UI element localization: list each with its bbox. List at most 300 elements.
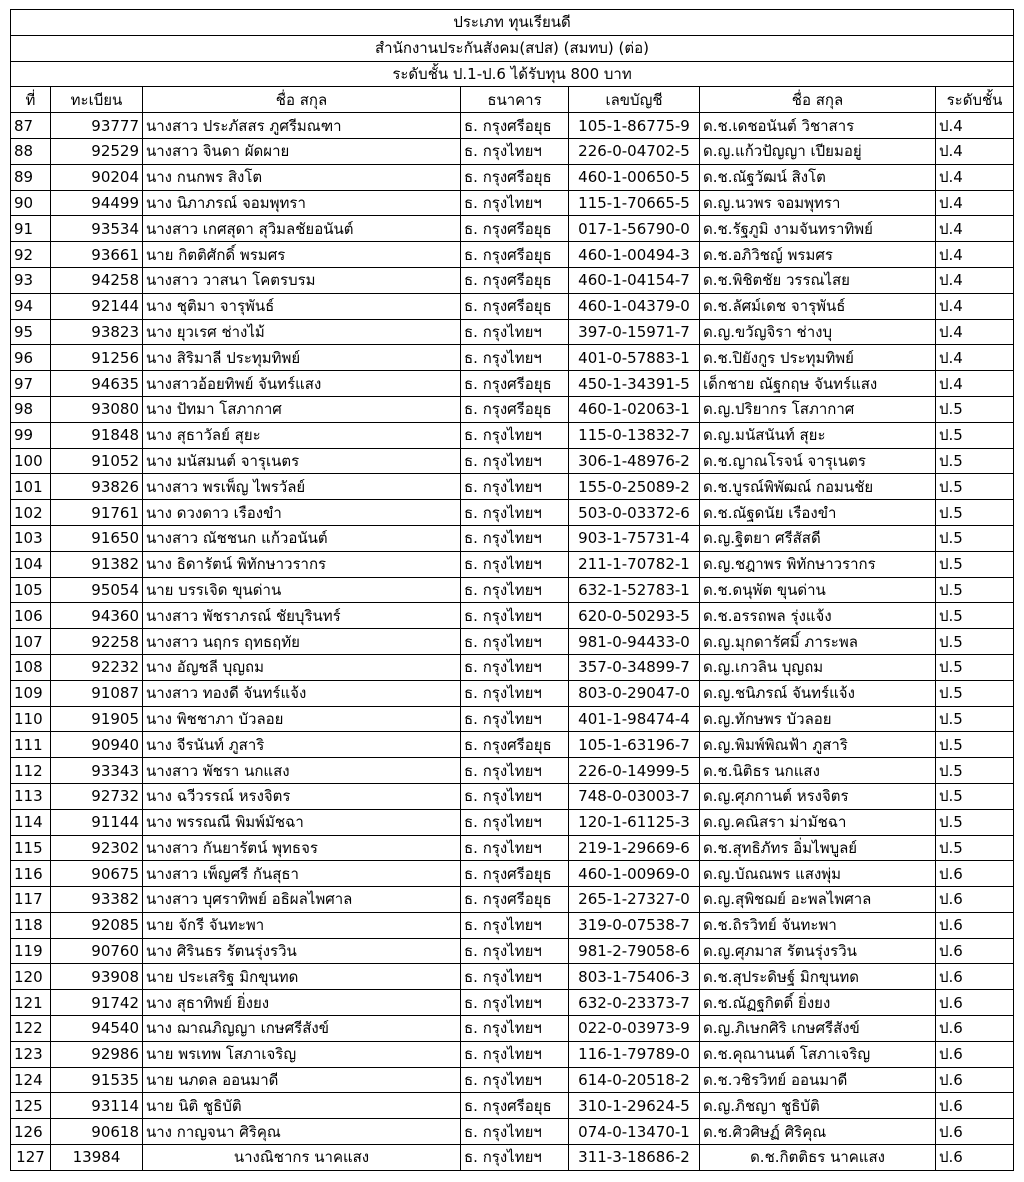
cell-account: 211-1-70782-1 [569,551,700,577]
table-row [11,654,1014,680]
table-row [11,525,1014,551]
cell-no: 120 [11,964,51,990]
cell-bank: ธ. กรุงไทยฯ [461,603,569,629]
cell-child-name: ด.ช.ณัฏฐกิตติ์ ยิ่งยง [700,990,936,1016]
cell-child-name: ด.ช.อภิวิชญ์ พรมศร [700,242,936,268]
cell-grade-level: ป.6 [936,1067,1014,1093]
cell-bank: ธ. กรุงไทยฯ [461,138,569,164]
cell-account: 401-0-57883-1 [569,345,700,371]
cell-account: 105-1-63196-7 [569,732,700,758]
cell-child-name: ด.ช.อรรถพล รุ่งแจ้ง [700,603,936,629]
table-body [11,113,1014,1171]
cell-registration: 94258 [51,267,143,293]
cell-account: 460-1-02063-1 [569,396,700,422]
cell-parent-name: นางสาว ประภัสสร ภูศรีมณฑา [143,113,461,139]
cell-account: 226-0-04702-5 [569,138,700,164]
cell-bank: ธ. กรุงไทยฯ [461,500,569,526]
cell-parent-name: นาย พรเทพ โสภาเจริญ [143,1041,461,1067]
cell-parent-name: นาง กนกพร สิงโต [143,164,461,190]
cell-child-name: ด.ช.ถิรวิทย์ จันทะพา [700,912,936,938]
cell-parent-name: นาย นภดล ออนมาดี [143,1067,461,1093]
cell-registration: 91144 [51,809,143,835]
cell-bank: ธ. กรุงศรีอยุธ [461,861,569,887]
cell-no: 105 [11,577,51,603]
title-row-level [11,61,1014,87]
cell-child-name: ด.ญ.ศุภกานต์ หรงจิตร [700,783,936,809]
cell-parent-name: นางสาว จินดา ผัดผาย [143,138,461,164]
cell-child-name: ด.ช.ศิวศิษฏ์ ศิริคุณ [700,1119,936,1145]
title-row-category [11,10,1014,36]
cell-grade-level: ป.5 [936,758,1014,784]
header-bank: ธนาคาร [461,87,569,113]
cell-parent-name: นาง ศิรินธร รัตนรุ่งรวิน [143,938,461,964]
cell-parent-name: นางสาว พรเพ็ญ ไพรวัลย์ [143,474,461,500]
cell-grade-level: ป.5 [936,654,1014,680]
cell-parent-name: นาง พิชชาภา บัวลอย [143,706,461,732]
cell-parent-name: นาง พรรณณี พิมพ์มัชฉา [143,809,461,835]
cell-account: 155-0-25089-2 [569,474,700,500]
cell-bank: ธ. กรุงไทยฯ [461,654,569,680]
table-row [11,809,1014,835]
cell-registration: 93382 [51,887,143,913]
cell-no: 90 [11,190,51,216]
cell-account: 074-0-13470-1 [569,1119,700,1145]
cell-no: 115 [11,835,51,861]
cell-no: 123 [11,1041,51,1067]
table-row [11,551,1014,577]
cell-bank: ธ. กรุงศรีอยุธ [461,371,569,397]
table-row [11,990,1014,1016]
table-row [11,293,1014,319]
cell-parent-name: นาง นิภาภรณ์ จอมพุทรา [143,190,461,216]
cell-grade-level: ป.4 [936,113,1014,139]
table-row [11,1016,1014,1042]
cell-account: 311-3-18686-2 [569,1145,700,1171]
cell-account: 105-1-86775-9 [569,113,700,139]
table-row [11,732,1014,758]
cell-registration: 93080 [51,396,143,422]
cell-parent-name: นาง ฉวีวรรณ์ หรงจิตร [143,783,461,809]
cell-parent-name: นาง ฌาณภิญญา เกษศรีสังข์ [143,1016,461,1042]
cell-grade-level: ป.6 [936,1145,1014,1171]
cell-parent-name: นาง ธิดารัตน์ พิทักษาวรากร [143,551,461,577]
cell-account: 620-0-50293-5 [569,603,700,629]
cell-registration: 93534 [51,216,143,242]
cell-account: 219-1-29669-6 [569,835,700,861]
table-row [11,113,1014,139]
cell-bank: ธ. กรุงไทยฯ [461,190,569,216]
cell-registration: 91535 [51,1067,143,1093]
table-row [11,938,1014,964]
cell-grade-level: ป.5 [936,706,1014,732]
cell-parent-name: นาย บรรเจิด ขุนด่าน [143,577,461,603]
cell-registration: 90675 [51,861,143,887]
cell-grade-level: ป.6 [936,1093,1014,1119]
cell-grade-level: ป.5 [936,680,1014,706]
cell-registration: 95054 [51,577,143,603]
cell-registration: 91256 [51,345,143,371]
cell-registration: 93823 [51,319,143,345]
cell-bank: ธ. กรุงไทยฯ [461,1041,569,1067]
cell-no: 88 [11,138,51,164]
cell-child-name: ด.ญ.ชนิภรณ์ จันทร์แจ้ง [700,680,936,706]
cell-grade-level: ป.4 [936,293,1014,319]
cell-account: 115-1-70665-5 [569,190,700,216]
cell-parent-name: นาง ยุวเรศ ช่างไม้ [143,319,461,345]
cell-account: 460-1-00969-0 [569,861,700,887]
cell-grade-level: ป.6 [936,1119,1014,1145]
header-no: ที่ [11,87,51,113]
cell-bank: ธ. กรุงไทยฯ [461,706,569,732]
cell-child-name: ด.ญ.ขวัญจิรา ช่างบุ [700,319,936,345]
cell-child-name: ด.ช.ณัฐวัฒน์ สิงโต [700,164,936,190]
cell-bank: ธ. กรุงไทยฯ [461,1119,569,1145]
table-row [11,629,1014,655]
cell-child-name: ด.ช.บูรณ์พิพัฒณ์ กอมนชัย [700,474,936,500]
cell-no: 101 [11,474,51,500]
cell-grade-level: ป.5 [936,525,1014,551]
cell-child-name: ด.ช.สุทธิภัทร อิ่มไพบูลย์ [700,835,936,861]
header-parent-name: ชื่อ สกุล [143,87,461,113]
cell-bank: ธ. กรุงไทยฯ [461,758,569,784]
table-row [11,1093,1014,1119]
cell-bank: ธ. กรุงไทยฯ [461,990,569,1016]
cell-registration: 92258 [51,629,143,655]
cell-grade-level: ป.5 [936,500,1014,526]
cell-child-name: ด.ญ.ทักษพร บัวลอย [700,706,936,732]
cell-no: 110 [11,706,51,732]
cell-bank: ธ. กรุงไทยฯ [461,938,569,964]
cell-no: 96 [11,345,51,371]
cell-parent-name: นาง สิริมาลี ประทุมทิพย์ [143,345,461,371]
cell-parent-name: นาง ชุติมา จารุพันธ์ [143,293,461,319]
cell-bank: ธ. กรุงไทยฯ [461,551,569,577]
cell-no: 111 [11,732,51,758]
cell-bank: ธ. กรุงศรีอยุธ [461,242,569,268]
table-row [11,1145,1014,1171]
table-row [11,164,1014,190]
cell-account: 017-1-56790-0 [569,216,700,242]
cell-registration: 91650 [51,525,143,551]
cell-no: 121 [11,990,51,1016]
cell-registration: 93343 [51,758,143,784]
cell-registration: 92085 [51,912,143,938]
table-row [11,603,1014,629]
cell-registration: 93826 [51,474,143,500]
cell-grade-level: ป.5 [936,783,1014,809]
cell-account: 115-0-13832-7 [569,422,700,448]
cell-no: 112 [11,758,51,784]
cell-parent-name: นางสาว วาสนา โคตรบรม [143,267,461,293]
cell-registration: 94540 [51,1016,143,1042]
cell-account: 614-0-20518-2 [569,1067,700,1093]
cell-child-name: ด.ญ.ภิเษกศิริ เกษศรีสังข์ [700,1016,936,1042]
cell-account: 120-1-61125-3 [569,809,700,835]
table-row [11,422,1014,448]
cell-account: 306-1-48976-2 [569,448,700,474]
level-title: ระดับชั้น ป.1-ป.6 ได้รับทุน 800 บาท [11,61,1014,87]
cell-child-name: ด.ช.สุประดิษฐ์ มิกขุนทด [700,964,936,990]
cell-bank: ธ. กรุงศรีอยุธ [461,113,569,139]
cell-bank: ธ. กรุงไทยฯ [461,912,569,938]
table-row [11,835,1014,861]
cell-registration: 92302 [51,835,143,861]
scholarship-table [10,9,1014,1171]
table-row [11,242,1014,268]
cell-grade-level: ป.6 [936,1016,1014,1042]
cell-child-name: เด็กชาย ณัฐกฤษ จันทร์แสง [700,371,936,397]
cell-bank: ธ. กรุงไทยฯ [461,783,569,809]
header-account: เลขบัญชี [569,87,700,113]
table-row [11,345,1014,371]
cell-parent-name: นางสาว เพ็ญศรี กันสุธา [143,861,461,887]
cell-parent-name: นาง ดวงดาว เรืองขำ [143,500,461,526]
cell-grade-level: ป.5 [936,396,1014,422]
agency-title: สำนักงานประกันสังคม(สปส) (สมทบ) (ต่อ) [11,35,1014,61]
cell-registration: 90618 [51,1119,143,1145]
cell-registration: 92232 [51,654,143,680]
cell-account: 503-0-03372-6 [569,500,700,526]
cell-child-name: ด.ญ.ปริยากร โสภากาศ [700,396,936,422]
cell-bank: ธ. กรุงศรีอยุธ [461,164,569,190]
cell-bank: ธ. กรุงไทยฯ [461,525,569,551]
cell-parent-name: นางสาว ณัชชนก แก้วอนันต์ [143,525,461,551]
cell-bank: ธ. กรุงศรีอยุธ [461,216,569,242]
header-row [11,87,1014,113]
table-row [11,138,1014,164]
cell-grade-level: ป.6 [936,964,1014,990]
cell-account: 460-1-00650-5 [569,164,700,190]
cell-no: 89 [11,164,51,190]
cell-parent-name: นางสาว บุศราทิพย์ อธิผลไพศาล [143,887,461,913]
cell-child-name: ด.ช.พิชิตชัย วรรณไสย [700,267,936,293]
cell-account: 748-0-03003-7 [569,783,700,809]
cell-parent-name: นางณิชากร นาคแสง [143,1145,461,1171]
cell-bank: ธ. กรุงไทยฯ [461,964,569,990]
cell-registration: 13984 [51,1145,143,1171]
cell-registration: 93908 [51,964,143,990]
cell-no: 124 [11,1067,51,1093]
table-row [11,577,1014,603]
cell-bank: ธ. กรุงไทยฯ [461,680,569,706]
cell-child-name: ด.ญ.คณิสรา ม่ามัชฉา [700,809,936,835]
cell-bank: ธ. กรุงไทยฯ [461,835,569,861]
cell-grade-level: ป.5 [936,603,1014,629]
cell-account: 022-0-03973-9 [569,1016,700,1042]
cell-grade-level: ป.4 [936,267,1014,293]
cell-parent-name: นางสาว นฤกร ฤทธฤทัย [143,629,461,655]
cell-no: 113 [11,783,51,809]
cell-child-name: ด.ช.ปิยังกูร ประทุมทิพย์ [700,345,936,371]
cell-grade-level: ป.6 [936,990,1014,1016]
cell-parent-name: นางสาวอ้อยทิพย์ จันทร์แสง [143,371,461,397]
table-row [11,887,1014,913]
cell-grade-level: ป.5 [936,577,1014,603]
cell-parent-name: นาย นิติ ชูธิบัติ [143,1093,461,1119]
table-row [11,912,1014,938]
cell-bank: ธ. กรุงไทยฯ [461,319,569,345]
cell-child-name: ด.ญ.เกวลิน บุญถม [700,654,936,680]
cell-registration: 94360 [51,603,143,629]
cell-no: 97 [11,371,51,397]
cell-no: 117 [11,887,51,913]
cell-bank: ธ. กรุงศรีอยุธ [461,267,569,293]
table-row [11,964,1014,990]
cell-grade-level: ป.5 [936,474,1014,500]
cell-no: 99 [11,422,51,448]
cell-parent-name: นาง จีรนันท์ ภูสาริ [143,732,461,758]
header-registration: ทะเบียน [51,87,143,113]
cell-grade-level: ป.4 [936,319,1014,345]
cell-account: 460-1-00494-3 [569,242,700,268]
cell-account: 397-0-15971-7 [569,319,700,345]
cell-registration: 90204 [51,164,143,190]
table-row [11,474,1014,500]
cell-no: 109 [11,680,51,706]
cell-child-name: ด.ญ.ภิชญา ชูธิบัติ [700,1093,936,1119]
cell-grade-level: ป.4 [936,190,1014,216]
cell-bank: ธ. กรุงศรีอยุธ [461,396,569,422]
cell-registration: 92732 [51,783,143,809]
cell-grade-level: ป.4 [936,164,1014,190]
cell-registration: 94635 [51,371,143,397]
cell-account: 460-1-04154-7 [569,267,700,293]
cell-grade-level: ป.6 [936,938,1014,964]
cell-no: 126 [11,1119,51,1145]
cell-no: 118 [11,912,51,938]
table-row [11,861,1014,887]
cell-child-name: ด.ญ.ฐิตยา ศรีสัสดี [700,525,936,551]
cell-account: 903-1-75731-4 [569,525,700,551]
cell-account: 226-0-14999-5 [569,758,700,784]
cell-bank: ธ. กรุงไทยฯ [461,1145,569,1171]
cell-registration: 91052 [51,448,143,474]
cell-bank: ธ. กรุงไทยฯ [461,345,569,371]
cell-registration: 91848 [51,422,143,448]
cell-child-name: ด.ช.ณัฐดนัย เรืองขำ [700,500,936,526]
table-row [11,758,1014,784]
cell-grade-level: ป.5 [936,835,1014,861]
cell-no: 127 [11,1145,51,1171]
cell-grade-level: ป.4 [936,138,1014,164]
title-row-agency [11,35,1014,61]
cell-account: 803-1-75406-3 [569,964,700,990]
cell-registration: 91905 [51,706,143,732]
cell-no: 102 [11,500,51,526]
cell-bank: ธ. กรุงไทยฯ [461,474,569,500]
table-row [11,1041,1014,1067]
cell-parent-name: นาง สุธาทิพย์ ยิ่งยง [143,990,461,1016]
cell-parent-name: นางสาว เกศสุดา สุวิมลชัยอนันต์ [143,216,461,242]
table-row [11,216,1014,242]
cell-grade-level: ป.6 [936,861,1014,887]
cell-registration: 92529 [51,138,143,164]
cell-registration: 90940 [51,732,143,758]
cell-bank: ธ. กรุงไทยฯ [461,422,569,448]
cell-grade-level: ป.4 [936,242,1014,268]
cell-no: 95 [11,319,51,345]
cell-grade-level: ป.6 [936,912,1014,938]
cell-no: 114 [11,809,51,835]
cell-child-name: ด.ญ.มุกดารัศมิ์ ภาระพล [700,629,936,655]
cell-registration: 90760 [51,938,143,964]
cell-bank: ธ. กรุงไทยฯ [461,1067,569,1093]
cell-child-name: ด.ช.กิตติธร นาคแสง [700,1145,936,1171]
cell-account: 460-1-04379-0 [569,293,700,319]
cell-no: 119 [11,938,51,964]
table-row [11,267,1014,293]
cell-registration: 94499 [51,190,143,216]
cell-parent-name: นางสาว พัชรา นกแสง [143,758,461,784]
cell-grade-level: ป.4 [936,345,1014,371]
cell-grade-level: ป.4 [936,216,1014,242]
cell-no: 116 [11,861,51,887]
cell-child-name: ด.ญ.พิมพ์พิณฟ้า ภูสาริ [700,732,936,758]
table-row [11,783,1014,809]
table-row [11,680,1014,706]
table-row [11,500,1014,526]
cell-child-name: ด.ญ.นวพร จอมพุทรา [700,190,936,216]
cell-no: 106 [11,603,51,629]
cell-account: 319-0-07538-7 [569,912,700,938]
cell-parent-name: นางสาว กันยารัตน์ พุทธจร [143,835,461,861]
cell-child-name: ด.ญ.ชฎาพร พิทักษาวรากร [700,551,936,577]
cell-registration: 91382 [51,551,143,577]
table-row [11,190,1014,216]
cell-bank: ธ. กรุงไทยฯ [461,577,569,603]
cell-registration: 91087 [51,680,143,706]
cell-child-name: ด.ช.รัฐภูมิ งามจันทราทิพย์ [700,216,936,242]
header-grade-level: ระดับชั้น [936,87,1014,113]
cell-child-name: ด.ช.เดชอนันต์ วิชาสาร [700,113,936,139]
cell-child-name: ด.ช.ญาณโรจน์ จารุเนตร [700,448,936,474]
cell-child-name: ด.ญ.สุพิชฌย์ อะพลไพศาล [700,887,936,913]
cell-registration: 92144 [51,293,143,319]
table-row [11,706,1014,732]
cell-registration: 92986 [51,1041,143,1067]
cell-registration: 91761 [51,500,143,526]
cell-no: 104 [11,551,51,577]
cell-registration: 93114 [51,1093,143,1119]
cell-no: 103 [11,525,51,551]
cell-grade-level: ป.4 [936,371,1014,397]
cell-parent-name: นาย กิตติศักดิ์ พรมศร [143,242,461,268]
cell-account: 803-0-29047-0 [569,680,700,706]
cell-grade-level: ป.5 [936,422,1014,448]
cell-bank: ธ. กรุงศรีอยุธ [461,887,569,913]
cell-account: 310-1-29624-5 [569,1093,700,1119]
cell-child-name: ด.ช.นิติธร นกแสง [700,758,936,784]
cell-no: 87 [11,113,51,139]
cell-bank: ธ. กรุงไทยฯ [461,629,569,655]
cell-account: 401-1-98474-4 [569,706,700,732]
cell-no: 92 [11,242,51,268]
cell-parent-name: นาง มนัสมนต์ จารุเนตร [143,448,461,474]
cell-account: 450-1-34391-5 [569,371,700,397]
header-child-name: ชื่อ สกุล [700,87,936,113]
cell-no: 98 [11,396,51,422]
cell-child-name: ด.ญ.แก้วปัญญา เปียมอยู่ [700,138,936,164]
cell-child-name: ด.ช.ลัศม์เดช จารุพันธ์ [700,293,936,319]
cell-child-name: ด.ญ.บัณณพร แสงพุ่ม [700,861,936,887]
cell-child-name: ด.ญ.ศุภมาส รัตนรุ่งรวิน [700,938,936,964]
cell-no: 100 [11,448,51,474]
table-row [11,1119,1014,1145]
cell-parent-name: นาง กาญจนา ศิริคุณ [143,1119,461,1145]
table-row [11,371,1014,397]
category-title: ประเภท ทุนเรียนดี [11,10,1014,36]
cell-bank: ธ. กรุงศรีอยุธ [461,293,569,319]
